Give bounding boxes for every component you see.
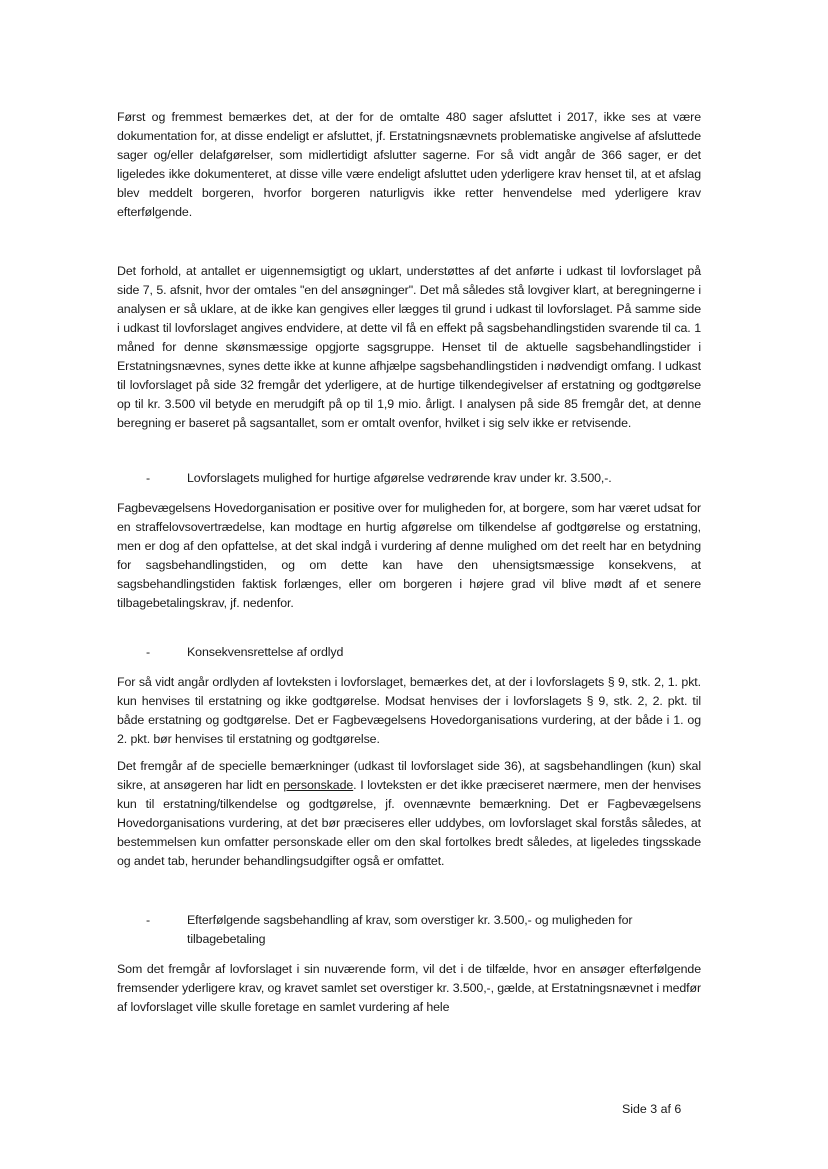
bullet-heading-quick-decision bbox=[117, 469, 701, 488]
page-number: Side 3 af 6 bbox=[622, 1102, 682, 1116]
paragraph-uncertain-numbers: Det forhold, at antallet er uigennemsigtigt og uklart, understøttes af det anførte i udkast til lovforslaget på side 7, 5. afsnit, hvor der omtales "en del ansøgninger". Det må således stå lovgiver klart, at beregningerne i analysen er så uklare, at de ikke kan gengives eller lægges til grund i udkast til lovforslaget. På samme side i udkast til lovforslaget angives endvidere, at dette vil få en effekt på sagsbehandlingstiden svarende til ca. 1 måned for denne skønsmæssige opgjorte sagsgruppe. Henset til de aktuelle sagsbehandlingstider i Erstatningsnævnes, synes dette ikke at kunne afhjælpe sagsbehandlingstiden i nødvendigt omfang. I udkast til lovforslaget på side 32 fremgår det yderligere, at de hurtige tilkendegivelser af erstatning og godtgørelse op til kr. 3.500 vil betyde en merudgift på op til 1,9 mio. årligt. I analysen på side 85 fremgår det, at denne beregning er baseret på sagsantallet, som er omtalt ovenfor, hvilket i sig selv ikke er retvisende. bbox=[117, 264, 701, 430]
paragraph-subsequent-claims: Som det fremgår af lovforslaget i sin nuværende form, vil det i de tilfælde, hvor en ansøger efterfølgende fremsender yderligere krav, og kravet samlet set overstiger kr. 3.500,-, gælde, at Erstatningsnævnet i medfør af lovforslaget ville skulle foretage en samlet vurdering af hele bbox=[117, 962, 701, 1014]
paragraph-position: Fagbevægelsens Hovedorganisation er positive over for muligheden for, at borgere, som har været udsat for en straffelovsovertrædelse, kan modtage en hurtig afgørelse om tilkendelse af godtgørelse og erstatning, men er dog af den opfattelse, at det skal indgå i vurdering af denne mulighed om det reelt har en betydning for sagsbehandlingstiden, og om dette kan have den uhensigtsmæssige konsekvens, at sagsbehandlingstiden faktisk forlænges, eller om borgeren i højere grad vil blive mødt af et senere tilbagebetalingskrav, jf. nedenfor. bbox=[117, 501, 701, 610]
paragraph-wording: For så vidt angår ordlyden af lovteksten i lovforslaget, bemærkes det, at der i lovforslagets § 9, stk. 2, 1. pkt. kun henvises til erstatning og ikke godtgørelse. Modsat henvises der i lovforslagets § 9, stk. 2, 2. pkt. til både erstatning og godtgørelse. Det er Fagbevægelsens Hovedorganisations vurdering, at der både i 1. og 2. pkt. bør henvises til erstatning og godtgørelse. bbox=[117, 675, 701, 746]
document-body bbox=[117, 108, 701, 1025]
bullet-heading-subsequent-processing bbox=[117, 911, 701, 949]
bullet-text: Lovforslagets mulighed for hurtige afgørelse vedrørende krav under kr. 3.500,-. bbox=[187, 471, 612, 485]
bullet-dash: - bbox=[146, 471, 151, 485]
underlined-term: personskade bbox=[283, 778, 354, 792]
paragraph-text: . I lovteksten er det ikke præciseret nærmere, men der henvises kun til erstatning/tilkendelse og godtgørelse, jf. ovennævnte bemærkning. Det er Fagbevægelsens Hovedorganisations vurdering, at det bør præciseres eller uddybes, om lovforslaget skal forstås således, at bestemmelsen kun omfatter personskade eller om den skal fortolkes bredt således, at ligeledes tingsskade og andet tab, herunder behandlingsudgifter også er omfattet. bbox=[117, 778, 701, 868]
bullet-text: Efterfølgende sagsbehandling af krav, som overstiger kr. 3.500,- og muligheden for tilbagebetaling bbox=[187, 913, 633, 946]
paragraph-text: Det fremgår af de specielle bemærkninger (udkast til lovforslaget side 36), at sagsbehandlingen (kun) skal sikre, at ansøgeren har lidt en bbox=[117, 759, 701, 792]
bullet-heading-consequential-correction bbox=[117, 643, 701, 662]
paragraph-personal-injury bbox=[117, 757, 701, 871]
paragraph-documentation: Først og fremmest bemærkes det, at der for de omtalte 480 sager afsluttet i 2017, ikke ses at være dokumentation for, at disse endeligt er afsluttet, jf. Erstatningsnævnets problematiske angivelse af afsluttede sager og/eller delafgørelser, som midlertidigt afslutter sagerne. For så vidt angår de 366 sager, er det ligeledes ikke dokumenteret, at disse ville være endeligt afsluttet uden yderligere krav henset til, at et afslag blev meddelt borgeren, hvorfor borgeren naturligvis ikke retter henvendelse med yderligere krav efterfølgende. bbox=[117, 110, 701, 219]
bullet-text: Konsekvensrettelse af ordlyd bbox=[187, 645, 344, 659]
bullet-dash: - bbox=[146, 645, 151, 659]
bullet-dash: - bbox=[146, 913, 151, 927]
